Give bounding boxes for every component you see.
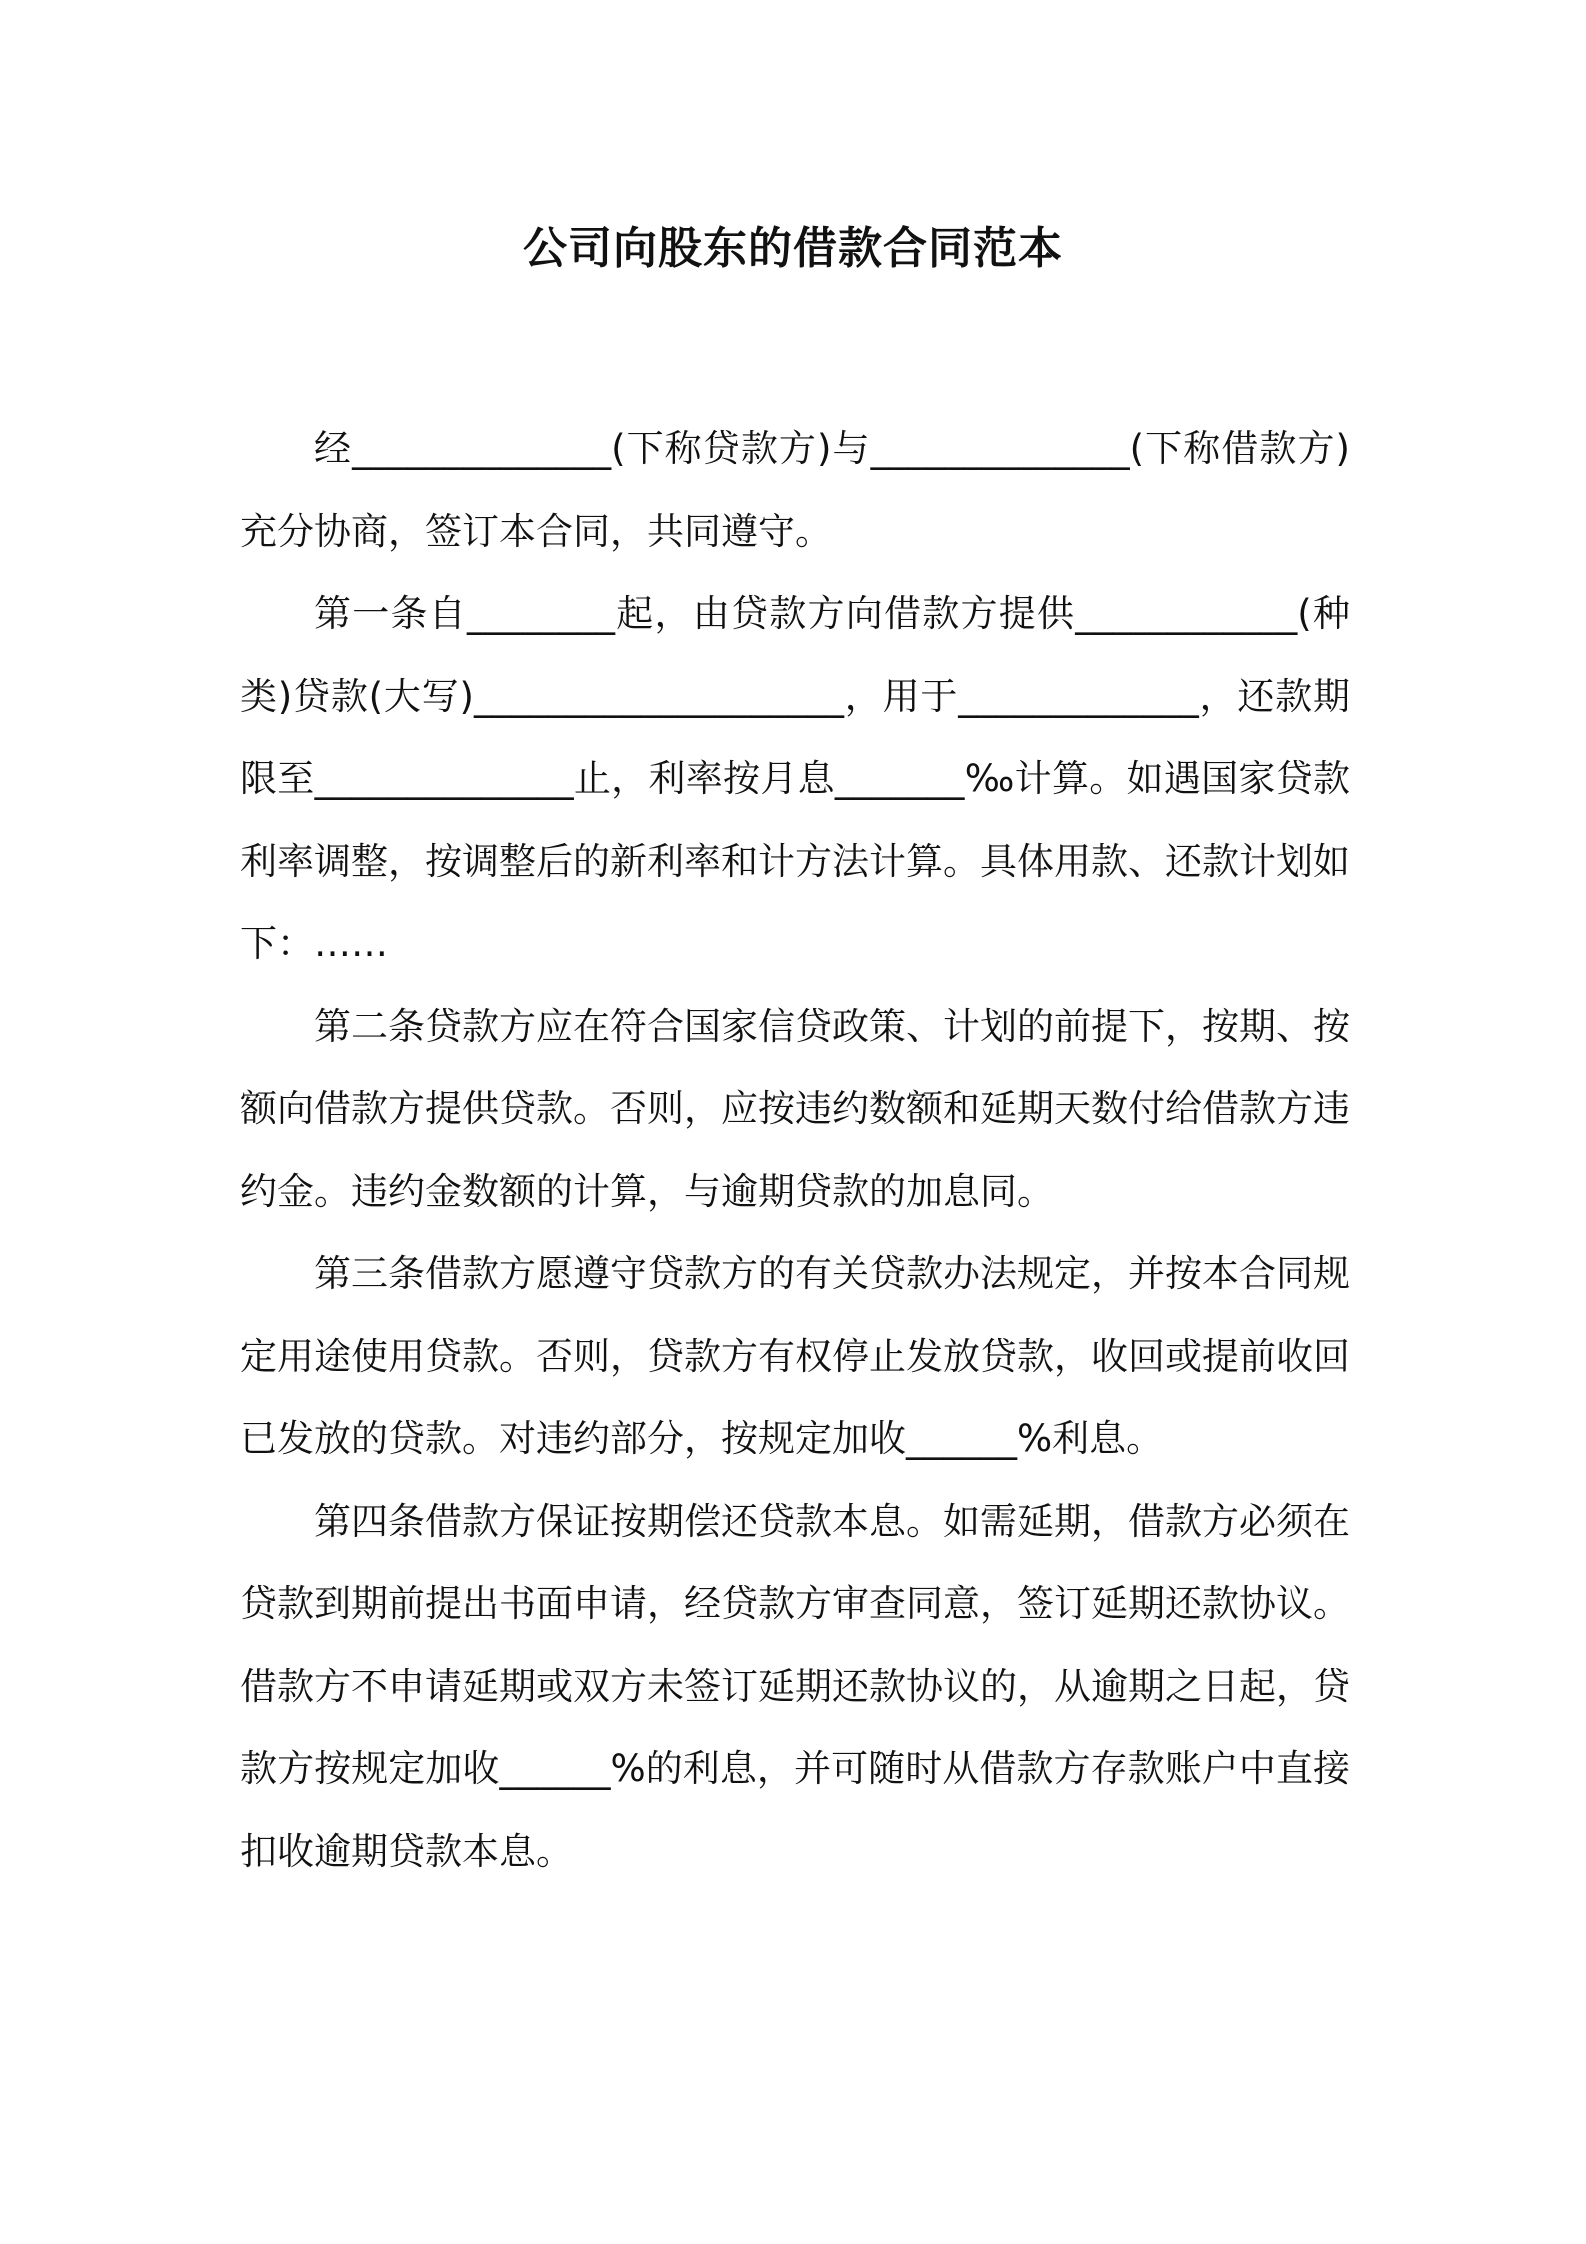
paragraph-article-4: 第四条借款方保证按期偿还贷款本息。如需延期，借款方必须在贷款到期前提出书面申请，经贷款方审查同意，签订延期还款协议。借款方不申请延期或双方未签订延期还款协议的，从逾期之日起，贷款方按规定加收______%的利息，并可随时从借款方存款账户中直接扣收逾期贷款本息。 <box>240 1499 1350 1873</box>
document-body <box>240 408 1350 1893</box>
paragraph-article-1: 第一条自________起，由贷款方向借款方提供____________(种类)贷款(大写)____________________，用于_____________，还款期限至______________止，利率按月息_______‰计算。如遇国家贷款利率调整，按调整后的新利率和计方法计算。具体用款、还款计划如下：…… <box>240 592 1350 965</box>
paragraph-article-3: 第三条借款方愿遵守贷款方的有关贷款办法规定，并按本合同规定用途使用贷款。否则，贷款方有权停止发放贷款，收回或提前收回已发放的贷款。对违约部分，按规定加收______%利息。 <box>240 1252 1350 1460</box>
document-title: 公司向股东的借款合同范本 <box>523 223 1063 274</box>
paragraph-article-2: 第二条贷款方应在符合国家信贷政策、计划的前提下，按期、按额向借款方提供贷款。否则，应按违约数额和延期天数付给借款方违约金。违约金数额的计算，与逾期贷款的加息同。 <box>240 1004 1350 1213</box>
paragraph-preamble: 经______________(下称贷款方)与______________(下称借款方)充分协商，签订本合同，共同遵守。 <box>240 427 1350 553</box>
